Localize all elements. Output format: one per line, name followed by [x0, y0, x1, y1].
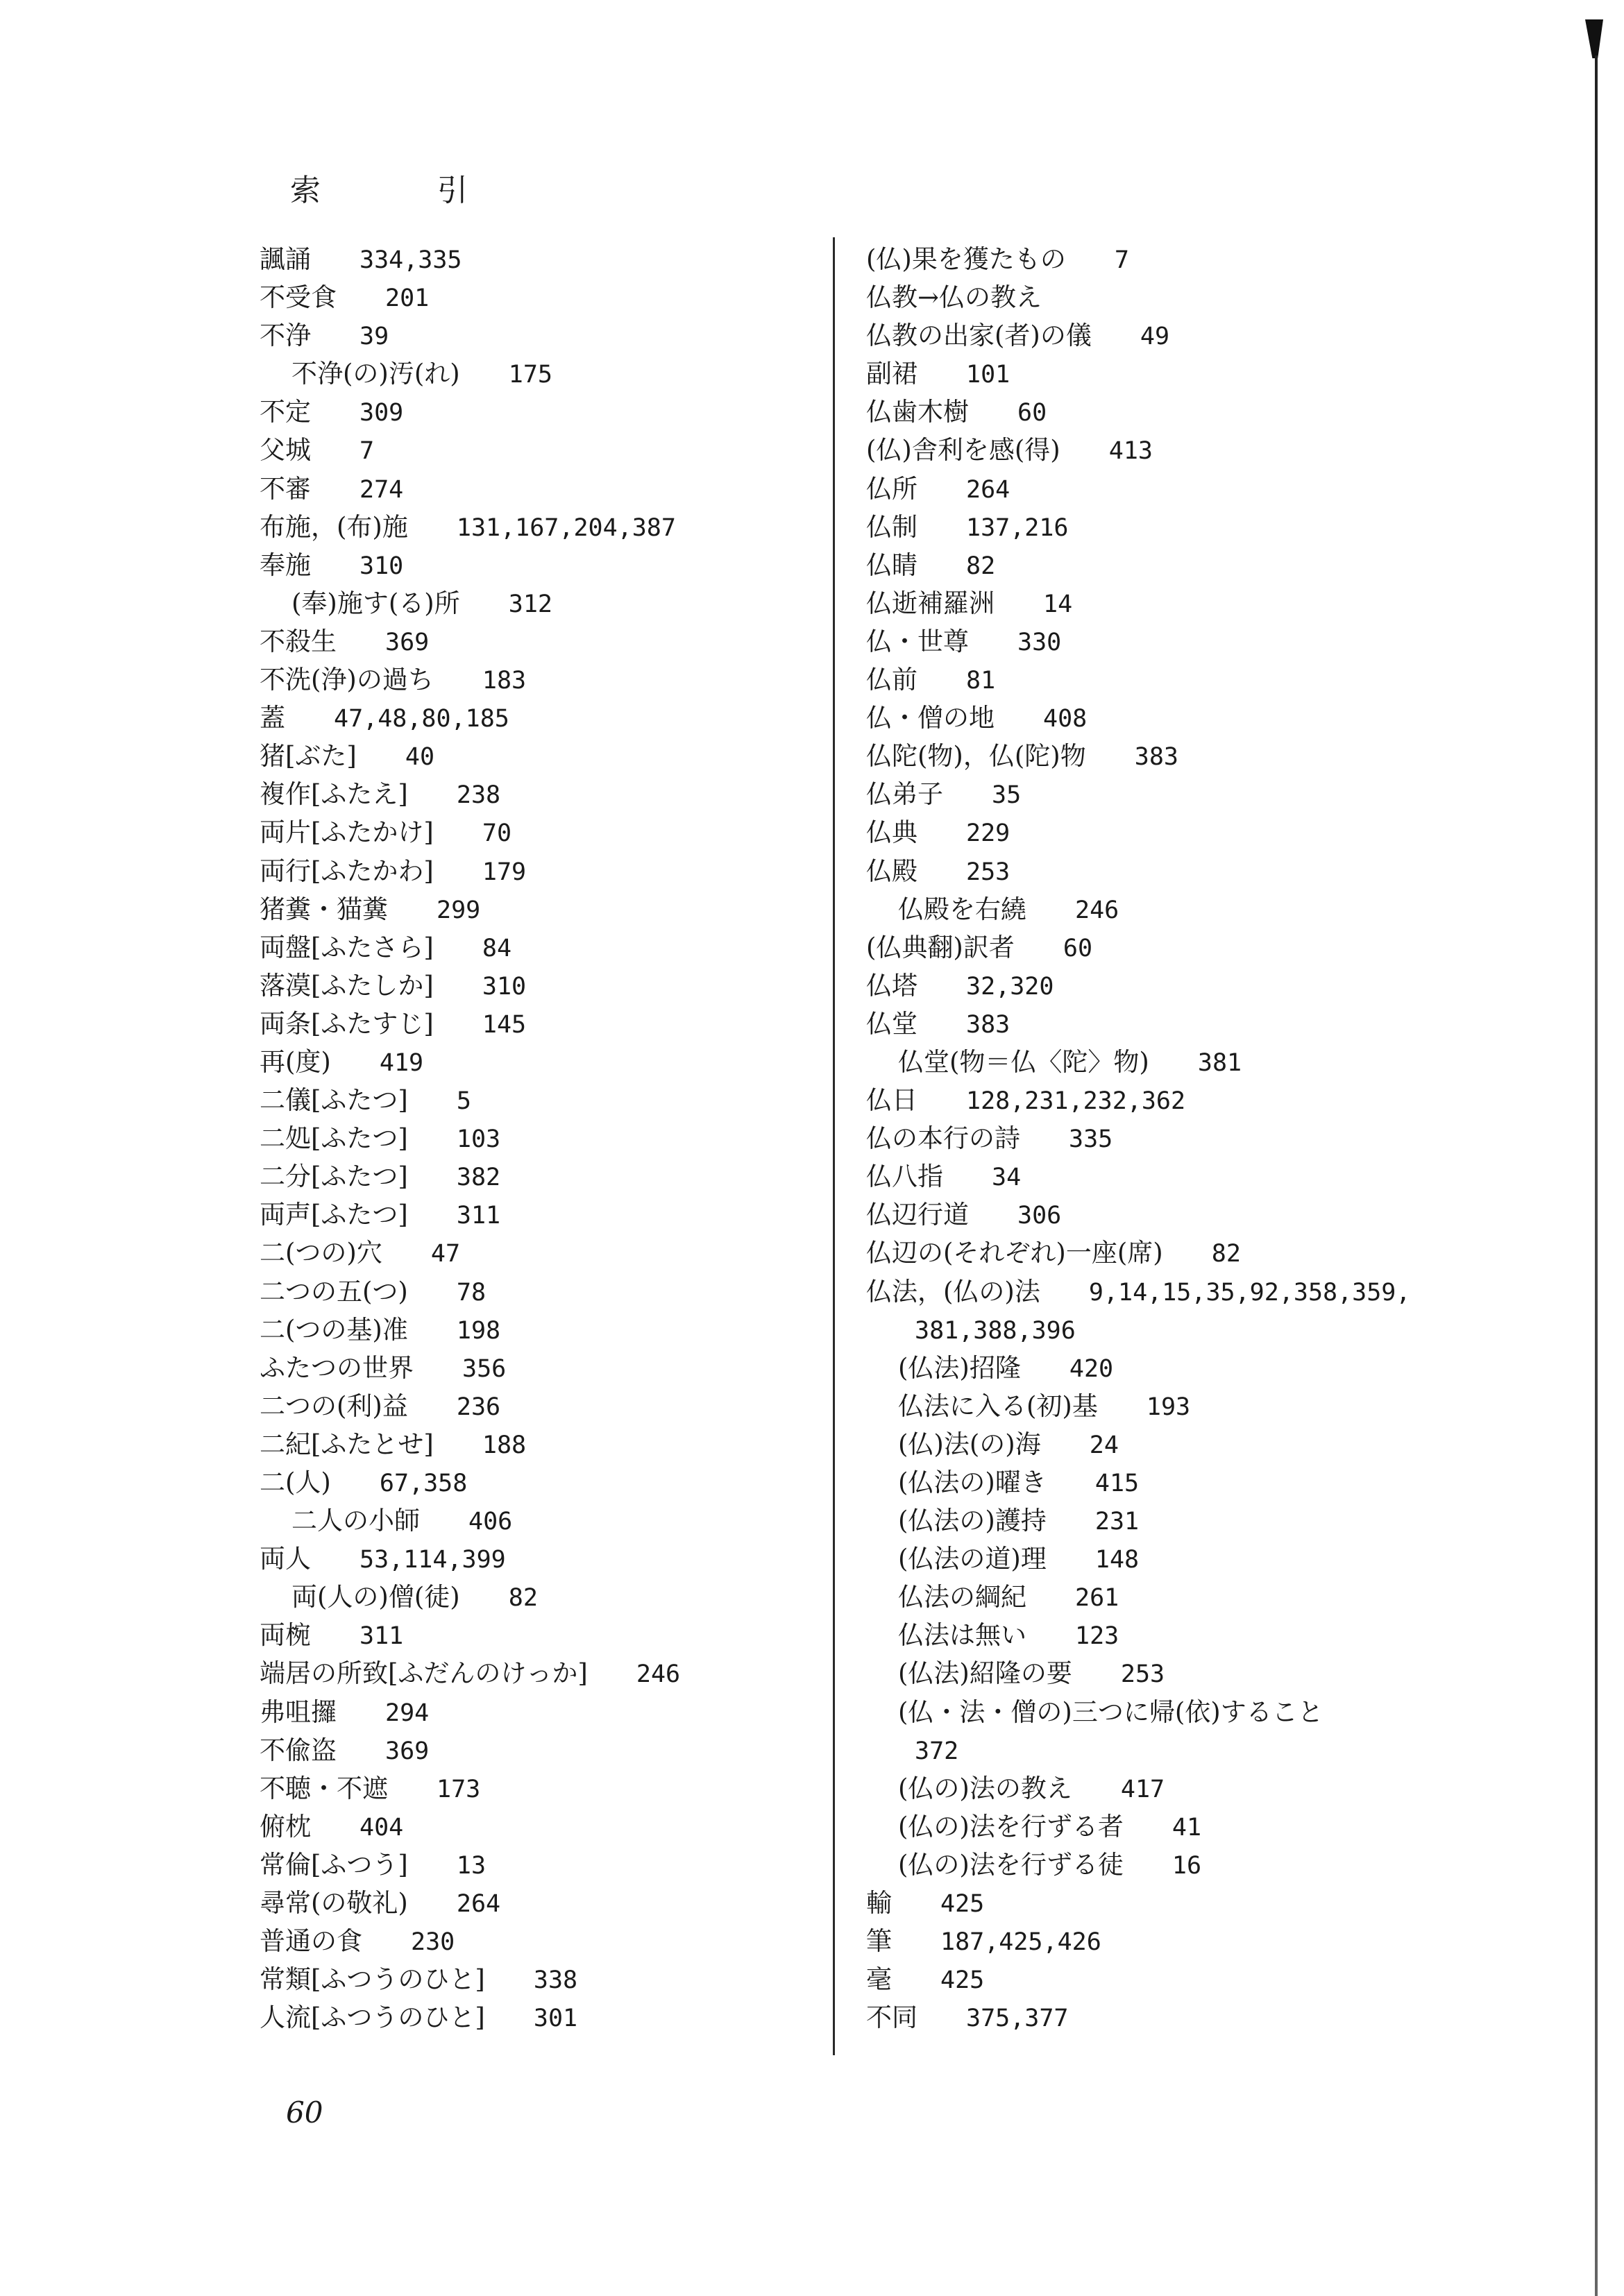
index-term: 父城	[260, 435, 311, 466]
index-page-refs: 179	[482, 858, 527, 886]
index-entry	[260, 622, 815, 661]
index-entry	[260, 1922, 815, 1960]
index-term: 不浄	[260, 321, 311, 351]
index-page-refs: 34	[992, 1164, 1022, 1192]
index-term: 普通の食	[260, 1926, 362, 1957]
index-entry	[866, 1502, 1435, 1540]
index-page-refs: 187,425,426	[940, 1928, 1101, 1957]
index-entry	[260, 1387, 815, 1425]
index-term: 仏堂	[866, 1008, 917, 1039]
index-entry	[260, 1043, 815, 1081]
index-term: 布施，(布)施	[260, 511, 408, 542]
index-term: 二つの(利)益	[260, 1391, 408, 1421]
index-term: 諷誦	[260, 244, 311, 274]
index-entry	[260, 393, 815, 431]
index-term: (仏)果を獲たもの	[866, 244, 1066, 274]
index-term: 端居の所致[ふだんのけっか]	[260, 1658, 588, 1689]
index-entry	[866, 278, 1435, 316]
index-page-refs: 128,231,232,362	[966, 1087, 1186, 1116]
index-term: 仏弟子	[866, 779, 943, 810]
index-entry	[866, 1693, 1435, 1731]
index-entry	[260, 1654, 815, 1692]
index-page-refs: 238	[456, 781, 501, 810]
index-page-refs: 60	[1017, 399, 1047, 427]
index-entry	[866, 1846, 1435, 1884]
index-page-refs: 175	[508, 361, 552, 389]
index-term: (仏の)法の教え	[898, 1773, 1072, 1803]
index-page-refs: 148	[1094, 1546, 1140, 1574]
index-term: 両条[ふたすじ]	[260, 1008, 434, 1039]
index-page-refs: 306	[1017, 1202, 1062, 1230]
index-page-refs: 309	[360, 399, 404, 427]
index-term: 奉施	[260, 550, 311, 580]
index-entry	[260, 699, 815, 737]
index-entry	[260, 1425, 815, 1463]
index-page-refs: 356	[462, 1354, 507, 1383]
index-page-refs: 82	[966, 552, 996, 580]
index-term: 仏塔	[866, 970, 917, 1001]
index-page-refs: 404	[360, 1813, 404, 1842]
index-page-refs: 274	[360, 475, 404, 504]
index-term: 仏・世尊	[866, 626, 969, 656]
index-entry	[260, 928, 815, 967]
index-term: 不浄(の)汚(れ)	[291, 359, 460, 389]
index-term: 毫	[866, 1964, 892, 1995]
index-term: 二処[ふたつ]	[260, 1123, 408, 1154]
index-entry	[866, 508, 1435, 546]
index-term: 両声[ふたつ]	[260, 1200, 408, 1230]
index-entry	[866, 1425, 1435, 1463]
index-page-refs: 420	[1069, 1354, 1114, 1383]
index-term: 不洗(浄)の過ち	[260, 665, 434, 695]
index-page-refs: 35	[992, 781, 1022, 810]
index-page-refs: 5	[456, 1087, 471, 1116]
index-term: 仏典	[866, 817, 917, 848]
index-entry	[260, 1273, 815, 1311]
index-page-refs: 299	[437, 896, 481, 924]
index-page-refs: 188	[482, 1431, 527, 1459]
index-entry	[260, 661, 815, 699]
index-term: 蓋	[260, 703, 285, 733]
index-page-refs: 231	[1094, 1508, 1140, 1536]
index-term: 不同	[866, 2002, 917, 2033]
index-term: 両盤[ふたさら]	[260, 932, 434, 962]
index-term: 両人	[260, 1544, 311, 1574]
index-entry	[260, 1502, 815, 1540]
index-page-refs: 236	[456, 1393, 501, 1421]
index-page-refs: 375,377	[966, 2005, 1069, 2033]
index-entry	[866, 1540, 1435, 1578]
index-page-refs: 417	[1120, 1775, 1165, 1803]
index-entry	[866, 699, 1435, 737]
index-term: ふたつの世界	[260, 1352, 414, 1383]
index-page-refs: 40	[405, 743, 435, 772]
index-entry	[260, 240, 815, 278]
binding-edge-line	[1595, 56, 1598, 2296]
index-page-refs: 264	[456, 1890, 501, 1919]
index-entry	[260, 1005, 815, 1043]
index-page-refs: 32,320	[966, 972, 1054, 1001]
index-page-refs: 413	[1108, 437, 1153, 466]
index-entry	[866, 1043, 1435, 1081]
index-entry	[260, 1540, 815, 1578]
index-entry	[260, 546, 815, 584]
index-term: (仏の)法を行ずる徒	[898, 1849, 1124, 1880]
index-entry	[866, 1387, 1435, 1425]
index-entry	[866, 316, 1435, 355]
index-term: (仏典翻)訳者	[866, 932, 1015, 962]
index-term: 仏殿	[866, 856, 917, 886]
index-entry	[260, 1119, 815, 1157]
index-entry	[866, 737, 1435, 775]
index-page-refs: 82	[508, 1584, 538, 1613]
index-page-refs: 311	[456, 1202, 501, 1230]
index-page-refs: 311	[360, 1622, 404, 1651]
index-term: 二紀[ふたとせ]	[260, 1429, 434, 1459]
index-term: 仏・僧の地	[866, 703, 995, 733]
index-term: 仏殿を右繞	[898, 894, 1026, 924]
index-entry	[260, 1693, 815, 1731]
index-entry	[866, 928, 1435, 967]
index-page-refs: 253	[1120, 1660, 1165, 1689]
index-term: 仏八指	[866, 1162, 943, 1192]
index-term: 不殺生	[260, 626, 337, 656]
index-term: 複作[ふたえ]	[260, 779, 408, 810]
index-entry	[260, 316, 815, 355]
index-page-refs: 41	[1172, 1813, 1202, 1842]
index-page-refs: 24	[1089, 1431, 1119, 1459]
index-page-refs: 229	[966, 819, 1010, 848]
index-page-refs: 39	[360, 323, 389, 351]
index-page-refs: 47	[430, 1240, 461, 1268]
index-term: 落漠[ふたしか]	[260, 970, 434, 1001]
index-page-refs: 264	[966, 475, 1010, 504]
index-term: 二(つの基)准	[260, 1314, 408, 1345]
index-entry	[866, 852, 1435, 890]
index-entry	[866, 546, 1435, 584]
index-term: 常倫[ふつう]	[260, 1849, 408, 1880]
index-entry	[866, 1616, 1435, 1654]
index-entry	[260, 1157, 815, 1196]
index-term: 仏歯木樹	[866, 397, 969, 427]
index-entry	[866, 1005, 1435, 1043]
index-page-refs: 381,388,396	[915, 1316, 1076, 1345]
index-term: 猪糞・猫糞	[260, 894, 388, 924]
index-page-refs: 312	[508, 590, 552, 618]
index-entry	[260, 1998, 815, 2036]
index-page-refs: 246	[636, 1660, 681, 1689]
index-page-refs: 369	[385, 628, 430, 656]
index-entry	[866, 1349, 1435, 1387]
index-entry	[260, 1846, 815, 1884]
index-entry	[866, 813, 1435, 851]
index-entry	[260, 584, 815, 622]
index-entry	[260, 1960, 815, 1998]
index-page-refs: 310	[482, 972, 527, 1001]
index-term: 不偸盗	[260, 1735, 337, 1765]
index-entry	[866, 622, 1435, 661]
index-entry	[866, 1157, 1435, 1196]
index-page-refs: 230	[411, 1928, 455, 1957]
index-term: 不定	[260, 397, 311, 427]
index-term: 二つの五(つ)	[260, 1276, 408, 1307]
page-number: 60	[286, 2095, 323, 2129]
index-page-refs: 425	[940, 1890, 985, 1919]
index-page-refs: 310	[360, 552, 404, 580]
index-entry	[260, 1731, 815, 1769]
index-page-refs: 7	[360, 437, 375, 466]
index-entry	[866, 1311, 1435, 1349]
index-page-refs: 70	[482, 819, 512, 848]
index-term: (仏法の)曜き	[898, 1468, 1047, 1497]
page-header: 索 引	[290, 173, 511, 208]
index-entry	[866, 393, 1435, 431]
index-term: 仏前	[866, 665, 917, 695]
index-page-refs: 330	[1017, 628, 1062, 656]
index-term: (仏法)招隆	[898, 1352, 1021, 1383]
index-entry	[260, 1234, 815, 1272]
index-page-refs: 415	[1094, 1470, 1140, 1497]
index-page-refs: 425	[940, 1966, 985, 1995]
index-page-refs: 253	[966, 858, 1010, 886]
index-page-refs: 383	[1134, 743, 1178, 772]
index-entry	[260, 852, 815, 890]
index-entry	[866, 1960, 1435, 1998]
index-entry	[260, 1311, 815, 1349]
index-page-refs: 419	[379, 1048, 424, 1077]
index-term: 仏陀(物)，仏(陀)物	[866, 741, 1086, 772]
index-term: 仏教の出家(者)の儀	[866, 321, 1092, 351]
index-entry	[260, 737, 815, 775]
index-entry	[866, 1884, 1435, 1922]
column-divider	[833, 237, 835, 2055]
index-term: 二儀[ふたつ]	[260, 1085, 408, 1116]
index-page-refs: 78	[456, 1278, 487, 1307]
index-term: 仏辺行道	[866, 1200, 969, 1230]
index-page-refs: 246	[1075, 896, 1119, 924]
index-page-refs: 14	[1043, 590, 1073, 618]
index-term: 仏法の綱紀	[898, 1582, 1026, 1613]
index-term: 仏辺の(それぞれ)一座(席)	[866, 1238, 1163, 1268]
index-page-refs: 9,14,15,35,92,358,359,	[1088, 1278, 1411, 1307]
index-term: (仏・法・僧の)三つに帰(依)すること	[898, 1697, 1323, 1727]
index-entry	[866, 1808, 1435, 1846]
index-term: 仏制	[866, 511, 917, 542]
index-entry	[260, 967, 815, 1005]
index-term: 不受食	[260, 282, 337, 313]
index-entry	[866, 890, 1435, 928]
index-term: 仏法に入る(初)基	[898, 1391, 1098, 1421]
index-page-refs: 201	[385, 284, 430, 313]
index-term: 不聴・不遮	[260, 1773, 388, 1803]
index-term: 二(つの)穴	[260, 1238, 382, 1268]
index-entry	[866, 1196, 1435, 1234]
index-page-refs: 173	[437, 1775, 481, 1803]
binding-edge-mark	[1585, 19, 1603, 58]
index-entry	[260, 1081, 815, 1119]
index-column-left	[260, 240, 815, 2036]
index-page-refs: 53,114,399	[360, 1546, 506, 1574]
index-entry	[260, 508, 815, 546]
index-page-refs: 67,358	[379, 1470, 468, 1497]
index-page-refs: 406	[468, 1508, 513, 1536]
index-term: 再(度)	[260, 1046, 331, 1077]
index-term: 仏睛	[866, 550, 917, 580]
index-entry	[866, 1119, 1435, 1157]
index-page-refs: 408	[1043, 705, 1088, 733]
index-term: (仏)法(の)海	[898, 1429, 1041, 1459]
index-page-refs: 7	[1114, 246, 1129, 274]
index-term: (仏法の道)理	[898, 1544, 1047, 1574]
index-term: 常類[ふつうのひと]	[260, 1964, 485, 1995]
index-entry	[260, 1884, 815, 1922]
index-entry	[866, 661, 1435, 699]
index-entry	[866, 1578, 1435, 1616]
index-entry	[260, 470, 815, 508]
index-entry	[866, 1081, 1435, 1119]
index-page-refs: 82	[1211, 1240, 1241, 1268]
index-page-refs: 334,335	[360, 246, 462, 274]
index-entry	[260, 431, 815, 469]
index-page-refs: 198	[456, 1316, 501, 1345]
index-term: 仏の本行の詩	[866, 1123, 1020, 1154]
index-page-refs: 372	[915, 1737, 959, 1765]
index-page-refs: 294	[385, 1699, 430, 1727]
index-entry	[866, 967, 1435, 1005]
index-page-refs: 261	[1075, 1584, 1119, 1613]
index-entry	[866, 1234, 1435, 1272]
index-term: (仏法の)護持	[898, 1506, 1047, 1536]
index-term: 二分[ふたつ]	[260, 1162, 408, 1192]
index-page-refs: 123	[1075, 1622, 1119, 1651]
index-term: 副裙	[866, 359, 917, 389]
index-term: (仏)舎利を感(得)	[866, 435, 1060, 466]
index-page-refs: 60	[1063, 934, 1093, 962]
index-term: 仏日	[866, 1085, 917, 1116]
index-entry	[260, 1578, 815, 1616]
index-entry	[260, 890, 815, 928]
index-page-refs: 369	[385, 1737, 430, 1765]
index-entry	[260, 1349, 815, 1387]
index-entry	[260, 1463, 815, 1502]
index-term: (仏の)法を行ずる者	[898, 1811, 1124, 1842]
index-page-refs: 338	[533, 1966, 578, 1995]
index-page-refs: 137,216	[966, 513, 1069, 542]
index-entry	[866, 470, 1435, 508]
index-entry	[866, 431, 1435, 469]
index-entry	[260, 1196, 815, 1234]
index-term: 二人の小師	[291, 1506, 420, 1536]
index-page-refs: 383	[966, 1010, 1010, 1039]
index-term: 弗咀攞	[260, 1697, 337, 1727]
index-term: 不審	[260, 473, 311, 504]
index-term: 猪[ぶた]	[260, 741, 357, 772]
index-entry	[260, 1769, 815, 1808]
index-term: 両行[ふたかわ]	[260, 856, 434, 886]
index-page-refs: 131,167,204,387	[456, 513, 676, 542]
index-entry	[260, 278, 815, 316]
index-term: 仏法，(仏の)法	[866, 1276, 1040, 1307]
index-page-refs: 145	[482, 1010, 527, 1039]
index-page-refs: 47,48,80,185	[334, 705, 509, 733]
index-entry	[866, 1731, 1435, 1769]
index-page-refs: 382	[456, 1164, 501, 1192]
index-page-refs: 16	[1172, 1851, 1202, 1880]
index-term: 筆	[866, 1926, 892, 1957]
index-term: 両片[ふたかけ]	[260, 817, 434, 848]
index-page-refs: 183	[482, 667, 527, 695]
index-column-right	[866, 240, 1435, 2036]
index-term: 両(人の)僧(徒)	[291, 1582, 460, 1613]
index-entry	[866, 1998, 1435, 2036]
index-entry	[866, 1273, 1435, 1311]
index-entry	[866, 240, 1435, 278]
index-entry	[866, 1654, 1435, 1692]
index-entry	[866, 584, 1435, 622]
index-term: 俯枕	[260, 1811, 311, 1842]
index-entry	[866, 355, 1435, 393]
index-page-refs: 301	[533, 2005, 578, 2033]
index-term: 仏所	[866, 473, 917, 504]
index-page-refs: 81	[966, 667, 996, 695]
index-page-refs: 101	[966, 361, 1010, 389]
index-term: 輸	[866, 1888, 892, 1919]
index-entry	[260, 355, 815, 393]
index-page-refs: 49	[1140, 323, 1170, 351]
index-entry	[866, 1769, 1435, 1808]
index-entry	[260, 1808, 815, 1846]
index-term: 仏堂(物＝仏〈陀〉物)	[898, 1046, 1149, 1077]
index-page-refs: 381	[1197, 1048, 1242, 1077]
index-entry	[260, 775, 815, 813]
index-term: 二(人)	[260, 1468, 331, 1497]
index-page-refs: 84	[482, 934, 512, 962]
index-page-refs: 13	[456, 1851, 487, 1880]
index-page-refs: 335	[1069, 1125, 1113, 1154]
index-page-refs: 193	[1146, 1393, 1191, 1421]
index-term: 尋常(の敬礼)	[260, 1888, 408, 1919]
index-term: 仏教→仏の教え	[866, 282, 1042, 313]
index-term: 両椀	[260, 1620, 311, 1651]
index-term: 仏逝補羅洲	[866, 588, 995, 618]
index-term: 仏法は無い	[898, 1620, 1026, 1651]
index-entry	[260, 1616, 815, 1654]
index-term: 人流[ふつうのひと]	[260, 2002, 485, 2033]
index-entry	[866, 1463, 1435, 1502]
index-entry	[866, 1922, 1435, 1960]
index-term: (仏法)紹隆の要	[898, 1658, 1072, 1689]
index-page-refs: 103	[456, 1125, 501, 1154]
index-entry	[260, 813, 815, 851]
index-entry	[866, 775, 1435, 813]
index-term: (奉)施す(る)所	[291, 588, 460, 618]
